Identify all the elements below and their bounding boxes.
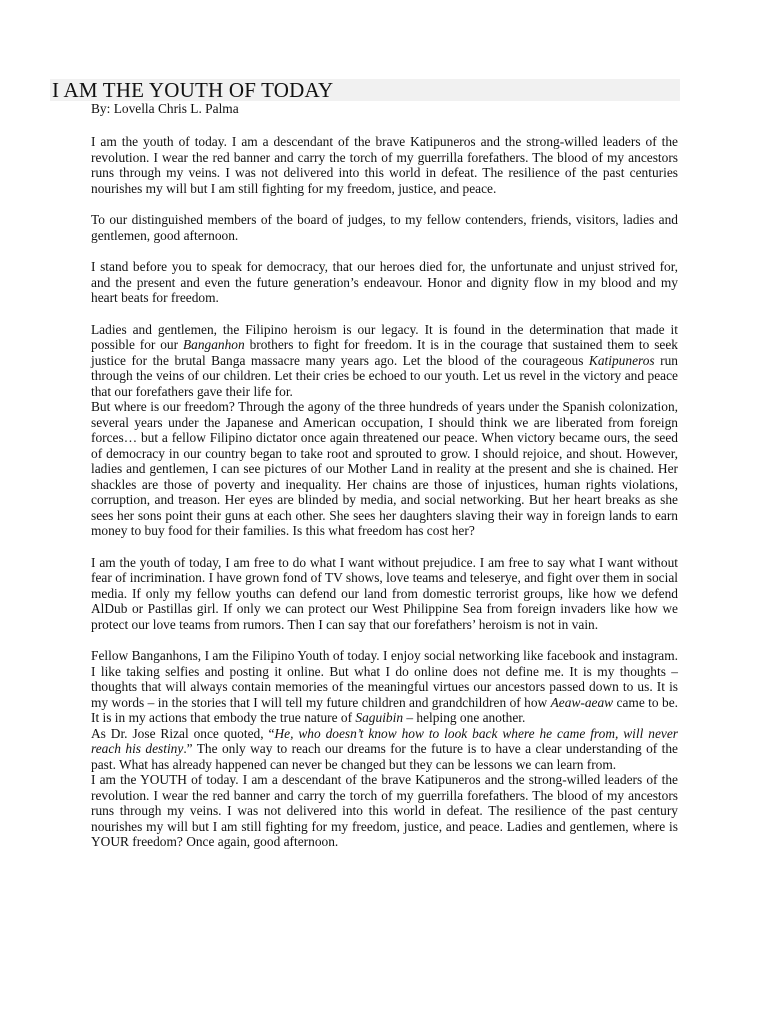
paragraph-7: Fellow Banganhons, I am the Filipino Youth of today. I enjoy social networking like facebook and instagram. I like taking selfies and posting it online. But what I do online does not define me. It is my thoughts – thoughts that will always contain memories of the meaningful virtues our ancestors passed down to us. It is my words – in the stories that I will tell my future children and grandchildren of how Aeaw-aeaw came to be. It is in my actions that embody the true nature of Saguibin – helping one another. — [91, 648, 678, 725]
paragraph-3: I stand before you to speak for democracy, that our heroes died for, the unfortunate and unjust strived for, and the present and even the future generation’s endeavour. Honor and dignity flow in my blood and my heart beats for freedom. — [91, 259, 678, 305]
document-body — [91, 134, 678, 850]
paragraph-6: I am the youth of today, I am free to do what I want without prejudice. I am free to say what I want without fear of incrimination. I have grown fond of TV shows, love teams and teleserye, and fight over them in social media. If only my fellow youths can defend our land from domestic terrorist groups, like how we defend AlDub or Pastillas girl. If only we can protect our West Philippine Sea from foreign invaders like how we protect our love teams from rumors. Then I can say that our forefathers’ heroism is not in vain. — [91, 554, 678, 632]
paragraph-8: As Dr. Jose Rizal once quoted, “He, who doesn’t know how to look back where he came from, will never reach his destiny.” The only way to reach our dreams for the future is to have a clear understanding of the past. What has already happened can never be changed but they can be lessons we can learn from. — [91, 725, 678, 772]
author-byline: By: Lovella Chris L. Palma — [91, 101, 239, 116]
paragraph-9: I am the YOUTH of today. I am a descendant of the brave Katipuneros and the strong-willed leaders of the revolution. I wear the red banner and carry the torch of my guerrilla forefathers. The blood of my ancestors runs through my veins. I was not delivered into this world in defeat. The resilience of the past century nourishes my will but I am still fighting for my freedom, justice, and peace. Ladies and gentlemen, where is YOUR freedom? Once again, good afternoon. — [91, 772, 678, 849]
document-title: I AM THE YOUTH OF TODAY — [52, 78, 334, 102]
paragraph-2: To our distinguished members of the board of judges, to my fellow contenders, friends, visitors, ladies and gentlemen, good afternoon. — [91, 212, 678, 243]
paragraph-5: But where is our freedom? Through the agony of the three hundreds of years under the Spanish colonization, several years under the Japanese and American occupation, I should think we are liberated from foreign forces… but a fellow Filipino dictator once again threatened our peace. When victory became ours, the seed of democracy in our country began to take root and sprouted to grow. I should rejoice, and shout. However, ladies and gentlemen, I can see pictures of our Mother Land in reality at the present and she is chained. Her shackles are those of poverty and inequality. Her chains are those of injustices, human rights violations, corruption, and treason. Her eyes are blinded by media, and social networking. But her heart breaks as she sees her sons point their guns at each other. She sees her daughters slaving their way in foreign lands to earn money to buy food for their families. Is this what freedom has cost her? — [91, 399, 678, 538]
paragraph-1: I am the youth of today. I am a descendant of the brave Katipuneros and the strong-willed leaders of the revolution. I wear the red banner and carry the torch of my guerrilla forefathers. The blood of my ancestors runs through my veins. I was not delivered into this world in defeat. The resilience of the past centuries nourishes my will but I am still fighting for my freedom, justice, and peace. — [91, 134, 678, 196]
paragraph-4: Ladies and gentlemen, the Filipino heroism is our legacy. It is found in the determination that made it possible for our Banganhon brothers to fight for freedom. It is in the courage that sustained them to seek justice for the brutal Banga massacre many years ago. Let the blood of the courageous Katipuneros run through the veins of our children. Let their cries be echoed to our youth. Let us revel in the victory and peace that our forefathers gave their life for. — [91, 321, 678, 399]
